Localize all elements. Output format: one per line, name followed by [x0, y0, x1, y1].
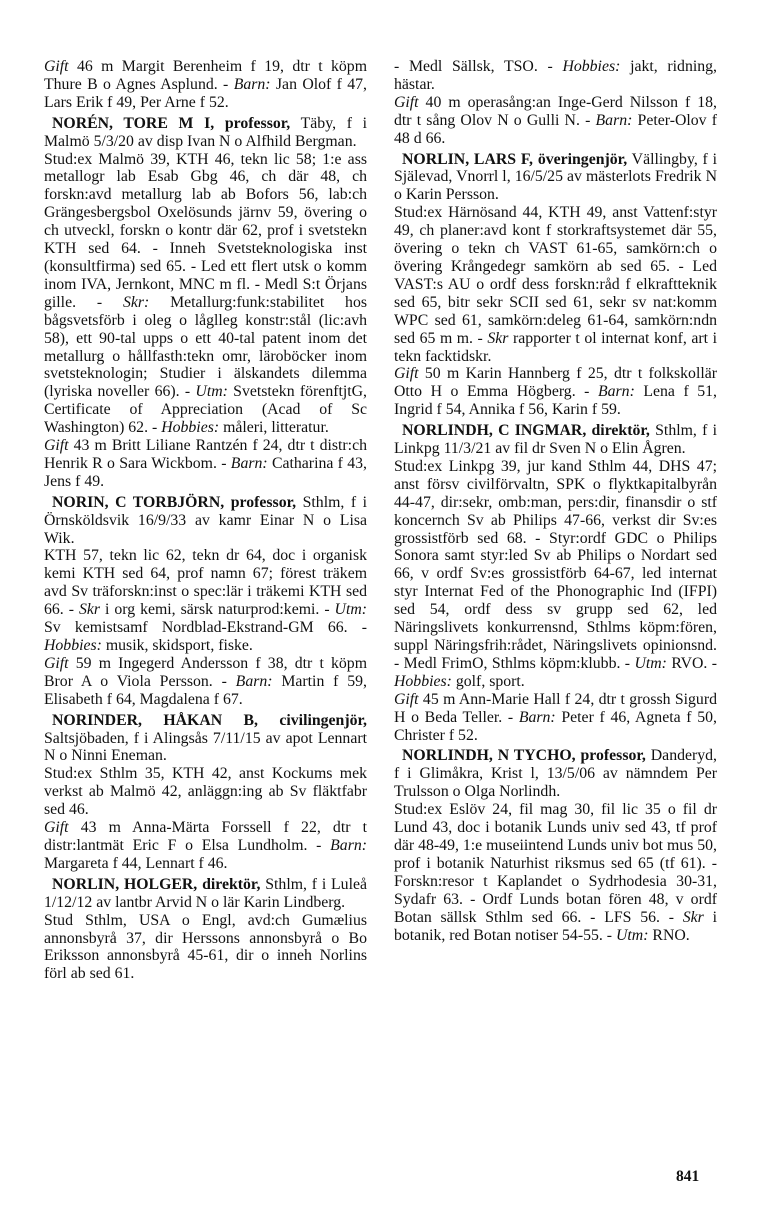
- field-label: Gift: [44, 654, 69, 672]
- biography-entry: [394, 422, 717, 744]
- entry-paragraph: [44, 765, 367, 819]
- birth-details: Danderyd, f i Glimåkra, Krist l, 13/5/06 av nämndem Per Trulsson o Olga Norlindh.: [394, 747, 718, 801]
- text-run: RVO. -: [666, 654, 718, 672]
- entry-paragraph: [394, 801, 717, 944]
- field-label: Gift: [394, 93, 419, 111]
- entry-heading: [44, 712, 367, 766]
- entry-paragraph: [394, 58, 717, 94]
- right-column: [394, 58, 717, 947]
- text-run: måleri, litteratur.: [219, 419, 329, 437]
- text-run: musik, skidsport, fiske.: [101, 637, 253, 654]
- entry-paragraph: [44, 437, 367, 491]
- field-label: Gift: [394, 365, 419, 383]
- person-name: NORÉN, TORE M I,: [52, 114, 215, 132]
- text-run: Sv kemistsamf Nordblad-Ekstrand-GM 66. -: [44, 619, 367, 637]
- field-label: Gift: [44, 58, 69, 75]
- text-run: Catharina f 43, Jens f 49.: [44, 454, 367, 490]
- page-number: 841: [676, 1168, 700, 1185]
- biography-entry: [394, 151, 717, 420]
- entry-paragraph: [44, 547, 367, 654]
- person-title: professor,: [580, 747, 646, 765]
- text-run: Martin f 59, Elisabeth f 64, Magdalena f 67.: [44, 672, 367, 708]
- entry-heading: [44, 494, 367, 548]
- entry-heading: [44, 115, 367, 151]
- person-name: NORIN, C TORBJÖRN,: [52, 493, 225, 511]
- biography-entry: [44, 876, 367, 983]
- entry-paragraph: [44, 912, 367, 984]
- text-run: jakt, ridning, hästar.: [394, 58, 717, 93]
- text-run: 50 m Karin Hannberg f 25, dtr t folkskollär Otto H o Emma Högberg. -: [394, 365, 717, 401]
- text-run: Peter f 46, Agneta f 50, Christer f 52.: [394, 708, 717, 744]
- text-run: Jan Olof f 47, Lars Erik f 49, Per Arne f 52.: [44, 75, 368, 111]
- field-label: Barn:: [518, 708, 556, 726]
- text-run: 46 m Margit Berenheim f 19, dtr t köpm Thure B o Agnes Asplund. -: [44, 58, 367, 93]
- birth-details: Vällingby, f i Själevad, Vnorrl l, 16/5/25 av mästerlots Fredrik N o Karin Persson.: [394, 150, 717, 204]
- text-run: - Medl Sällsk, TSO. -: [394, 58, 563, 75]
- biography-entry: [44, 115, 367, 491]
- field-label: Skr: [487, 329, 509, 347]
- text-run: 43 m Anna-Märta Forssell f 22, dtr t distr:lantmät Eric F o Elsa Lundholm. -: [44, 819, 367, 854]
- person-title: överingenjör,: [537, 150, 628, 168]
- field-label: Gift: [44, 819, 69, 837]
- field-label: Barn:: [233, 75, 271, 93]
- entry-heading: [394, 422, 717, 458]
- biography-entry: [44, 494, 367, 709]
- birth-details: Täby, f i Malmö 5/3/20 av disp Ivan N o Alfhild Bergman.: [44, 114, 368, 150]
- field-label: Skr: [682, 908, 704, 926]
- birth-details: Sthlm, f i Linkpg 11/3/21 av fil dr Sven N o Elin Ågren.: [394, 422, 717, 458]
- text-run: Svetstekn förenftjtG, Certificate of Appreciation (Acad of Sc Washington) 62. -: [44, 383, 367, 437]
- field-label: Hobbies:: [562, 58, 621, 75]
- entry-paragraph: [44, 58, 367, 112]
- birth-details: Saltsjöbaden, f i Alingsås 7/11/15 av apot Lennart N o Ninni Eneman.: [44, 729, 367, 765]
- person-title: civilingenjör,: [279, 711, 367, 729]
- entry-heading: [394, 747, 717, 801]
- person-name: NORINDER, HÅKAN B,: [52, 711, 258, 729]
- field-label: Gift: [394, 690, 419, 708]
- text-run: 43 m Britt Liliane Rantzén f 24, dtr t distr:ch Henrik R o Sara Wickbom. -: [44, 437, 367, 472]
- person-title: direktör,: [591, 422, 650, 440]
- field-label: Utm:: [334, 601, 368, 619]
- field-label: Hobbies:: [394, 672, 452, 690]
- text-run: Metallurg:funk:stabilitet hos bågsvetsförb i oleg o låglleg konstr:stål (lic:avh 58), ett 90-tal upps o ett 40-tal patent inom det metallurg o hållfasth:tekn omr, läroböcker inom svetsteknologin; Studier i älskandets dilemma (lyriska noveller 66). -: [44, 293, 367, 401]
- entry-paragraph: [44, 819, 367, 873]
- field-label: Hobbies:: [44, 637, 102, 654]
- entry-paragraph: [44, 655, 367, 709]
- entry-paragraph: [44, 151, 367, 438]
- text-run: 59 m Ingegerd Andersson f 38, dtr t köpm Bror A o Viola Persson. -: [44, 654, 367, 690]
- text-run: Stud:ex Malmö 39, KTH 46, tekn lic 58; 1:e ass metallogr lab Esab Gbg 46, ch där 48, ch forskn:avd metallurg lab ab Bofors 56, lab:ch Grängesbergsbol Oxelösunds järnv 59, övering o ch utveckl, forskn o kontr där 62, prof i svetstekn KTH sed 64. - Inneh Svetsteknologiska inst (konsultfirma) sed 65. - Led ett flert utsk o komm inom IVA, Jernkont, MNC m fl. - Medl S:t Örjans gille. -: [44, 150, 367, 311]
- field-label: Utm:: [616, 926, 649, 944]
- text-run: Stud:ex Härnösand 44, KTH 49, anst Vattenf:styr 49, ch planer:avd kont f storkraftsystemet där 55, övering o tekn ch VAST 61-65, samkörn:ch o övering Krångedegr samkörn ab sed 65. - Led VAST:s AU o ordf dess forskn:råd f elkraftteknik sed 65, bitr sekr SCII sed 61, sekr sv nat:komm WPC sed 61, samkörn:deleg 61-64, samkörn:ndn sed 65 m m. -: [394, 204, 717, 347]
- person-name: NORLINDH, N TYCHO,: [402, 747, 576, 765]
- entry-continuation: [394, 58, 717, 148]
- text-run: RNO.: [648, 926, 690, 944]
- entry-heading: [394, 151, 717, 205]
- entry-paragraph: [394, 691, 717, 745]
- text-run: Stud:ex Eslöv 24, fil mag 30, fil lic 35 o fil dr Lund 43, doc i botanik Lunds univ sed 43, tf prof där 48-49, 1:e museiintend Lunds univ bot mus 50, prof i botanik Naturhist riksmus sed 65 (tf 61). - Forskn:resor t Kaplandet o Sydrhodesia 30-31, Sydafr 63. - Ordf Lunds botan fören 48, v ordf Botan sällsk Sthlm sed 66. - LFS 56. -: [394, 801, 717, 926]
- field-label: Hobbies:: [161, 419, 220, 437]
- entry-paragraph: [394, 204, 717, 365]
- left-column: [44, 58, 367, 986]
- text-run: Margareta f 44, Lennart f 46.: [44, 854, 228, 872]
- text-run: Stud:ex Linkpg 39, jur kand Sthlm 44, DHS 47; anst försv civilförvaltn, SPK o flyktkapitalbyrån 44-47, dir:sekr, omb:man, pers:dir, finansdir o stf koncernch Sv ab Philips 47-66, verkst dir Sv:es grossistförb sed 68. - Styr:ordf GDC o Philips Sonora samt styr:led Sv ab Philips o Nordart sed 66, v ordf Sv:es grossistförb 64-67, led internat styr Internat Fed of the Phonographic Ind (IFPI) sed 54, ordf dess sv grupp sed 62, led Näringslivets konkurrensnd, Sthlms köpm:fören, suppl Näringsfrih:rådet, Näringslivets opinionsnd. - Medl FrimO, Sthlms köpm:klubb. -: [394, 457, 717, 672]
- text-run: Lena f 51, Ingrid f 54, Annika f 56, Karin f 59.: [394, 383, 717, 419]
- entry-paragraph: [394, 458, 717, 691]
- field-label: Skr: [78, 601, 101, 619]
- field-label: Gift: [44, 437, 69, 455]
- person-title: professor,: [224, 114, 291, 132]
- field-label: Barn:: [595, 111, 633, 129]
- text-run: 45 m Ann-Marie Hall f 24, dtr t grossh Sigurd H o Beda Teller. -: [394, 690, 717, 726]
- field-label: Skr:: [122, 293, 150, 311]
- text-run: i org kemi, särsk naturprod:kemi. -: [100, 601, 335, 619]
- person-name: NORLIN, HOLGER,: [52, 875, 198, 893]
- text-run: golf, sport.: [451, 672, 525, 690]
- birth-details: Sthlm, f i Örnsköldsvik 16/9/33 av kamr Einar N o Lisa Wik.: [44, 493, 367, 547]
- biography-entry: [44, 712, 367, 873]
- entry-paragraph: [394, 365, 717, 419]
- text-run: 40 m operasång:an Inge-Gerd Nilsson f 18, dtr t sång Olov N o Gulli N. -: [394, 93, 717, 129]
- person-name: NORLINDH, C INGMAR,: [402, 422, 587, 440]
- field-label: Barn:: [597, 383, 635, 401]
- text-run: rapporter t ol internat konf, art i tekn facktidskr.: [394, 329, 717, 365]
- entry-continuation: [44, 58, 367, 112]
- person-title: professor,: [230, 493, 297, 511]
- field-label: Barn:: [235, 672, 273, 690]
- person-name: NORLIN, LARS F,: [402, 150, 534, 168]
- text-run: i botanik, red Botan notiser 54-55. -: [394, 908, 717, 944]
- field-label: Utm:: [634, 654, 667, 672]
- field-label: Utm:: [195, 383, 228, 401]
- entry-paragraph: [394, 94, 717, 148]
- field-label: Barn:: [230, 454, 268, 472]
- biography-entry: [394, 747, 717, 944]
- text-run: Stud Sthlm, USA o Engl, avd:ch Gumælius annonsbyrå 37, dir Herssons annonsbyrå o Bo Eriksson annonsbyrå 45-61, dir o inneh Norlins förl ab sed 61.: [44, 911, 367, 983]
- person-title: direktör,: [202, 875, 261, 893]
- field-label: Barn:: [330, 836, 367, 854]
- text-run: Peter-Olov f 48 d 66.: [394, 111, 717, 147]
- entry-heading: [44, 876, 367, 912]
- text-run: KTH 57, tekn lic 62, tekn dr 64, doc i organisk kemi KTH sed 64, prof namn 67; förest träkem avd Sv träforskn:inst o spec:lär i träkemi KTH sed 66. -: [44, 547, 367, 619]
- text-run: Stud:ex Sthlm 35, KTH 42, anst Kockums mek verkst ab Malmö 42, anläggn:ing ab Sv fläktfabr sed 46.: [44, 765, 367, 819]
- birth-details: Sthlm, f i Luleå 1/12/12 av lantbr Arvid N o lär Karin Lindberg.: [44, 875, 367, 911]
